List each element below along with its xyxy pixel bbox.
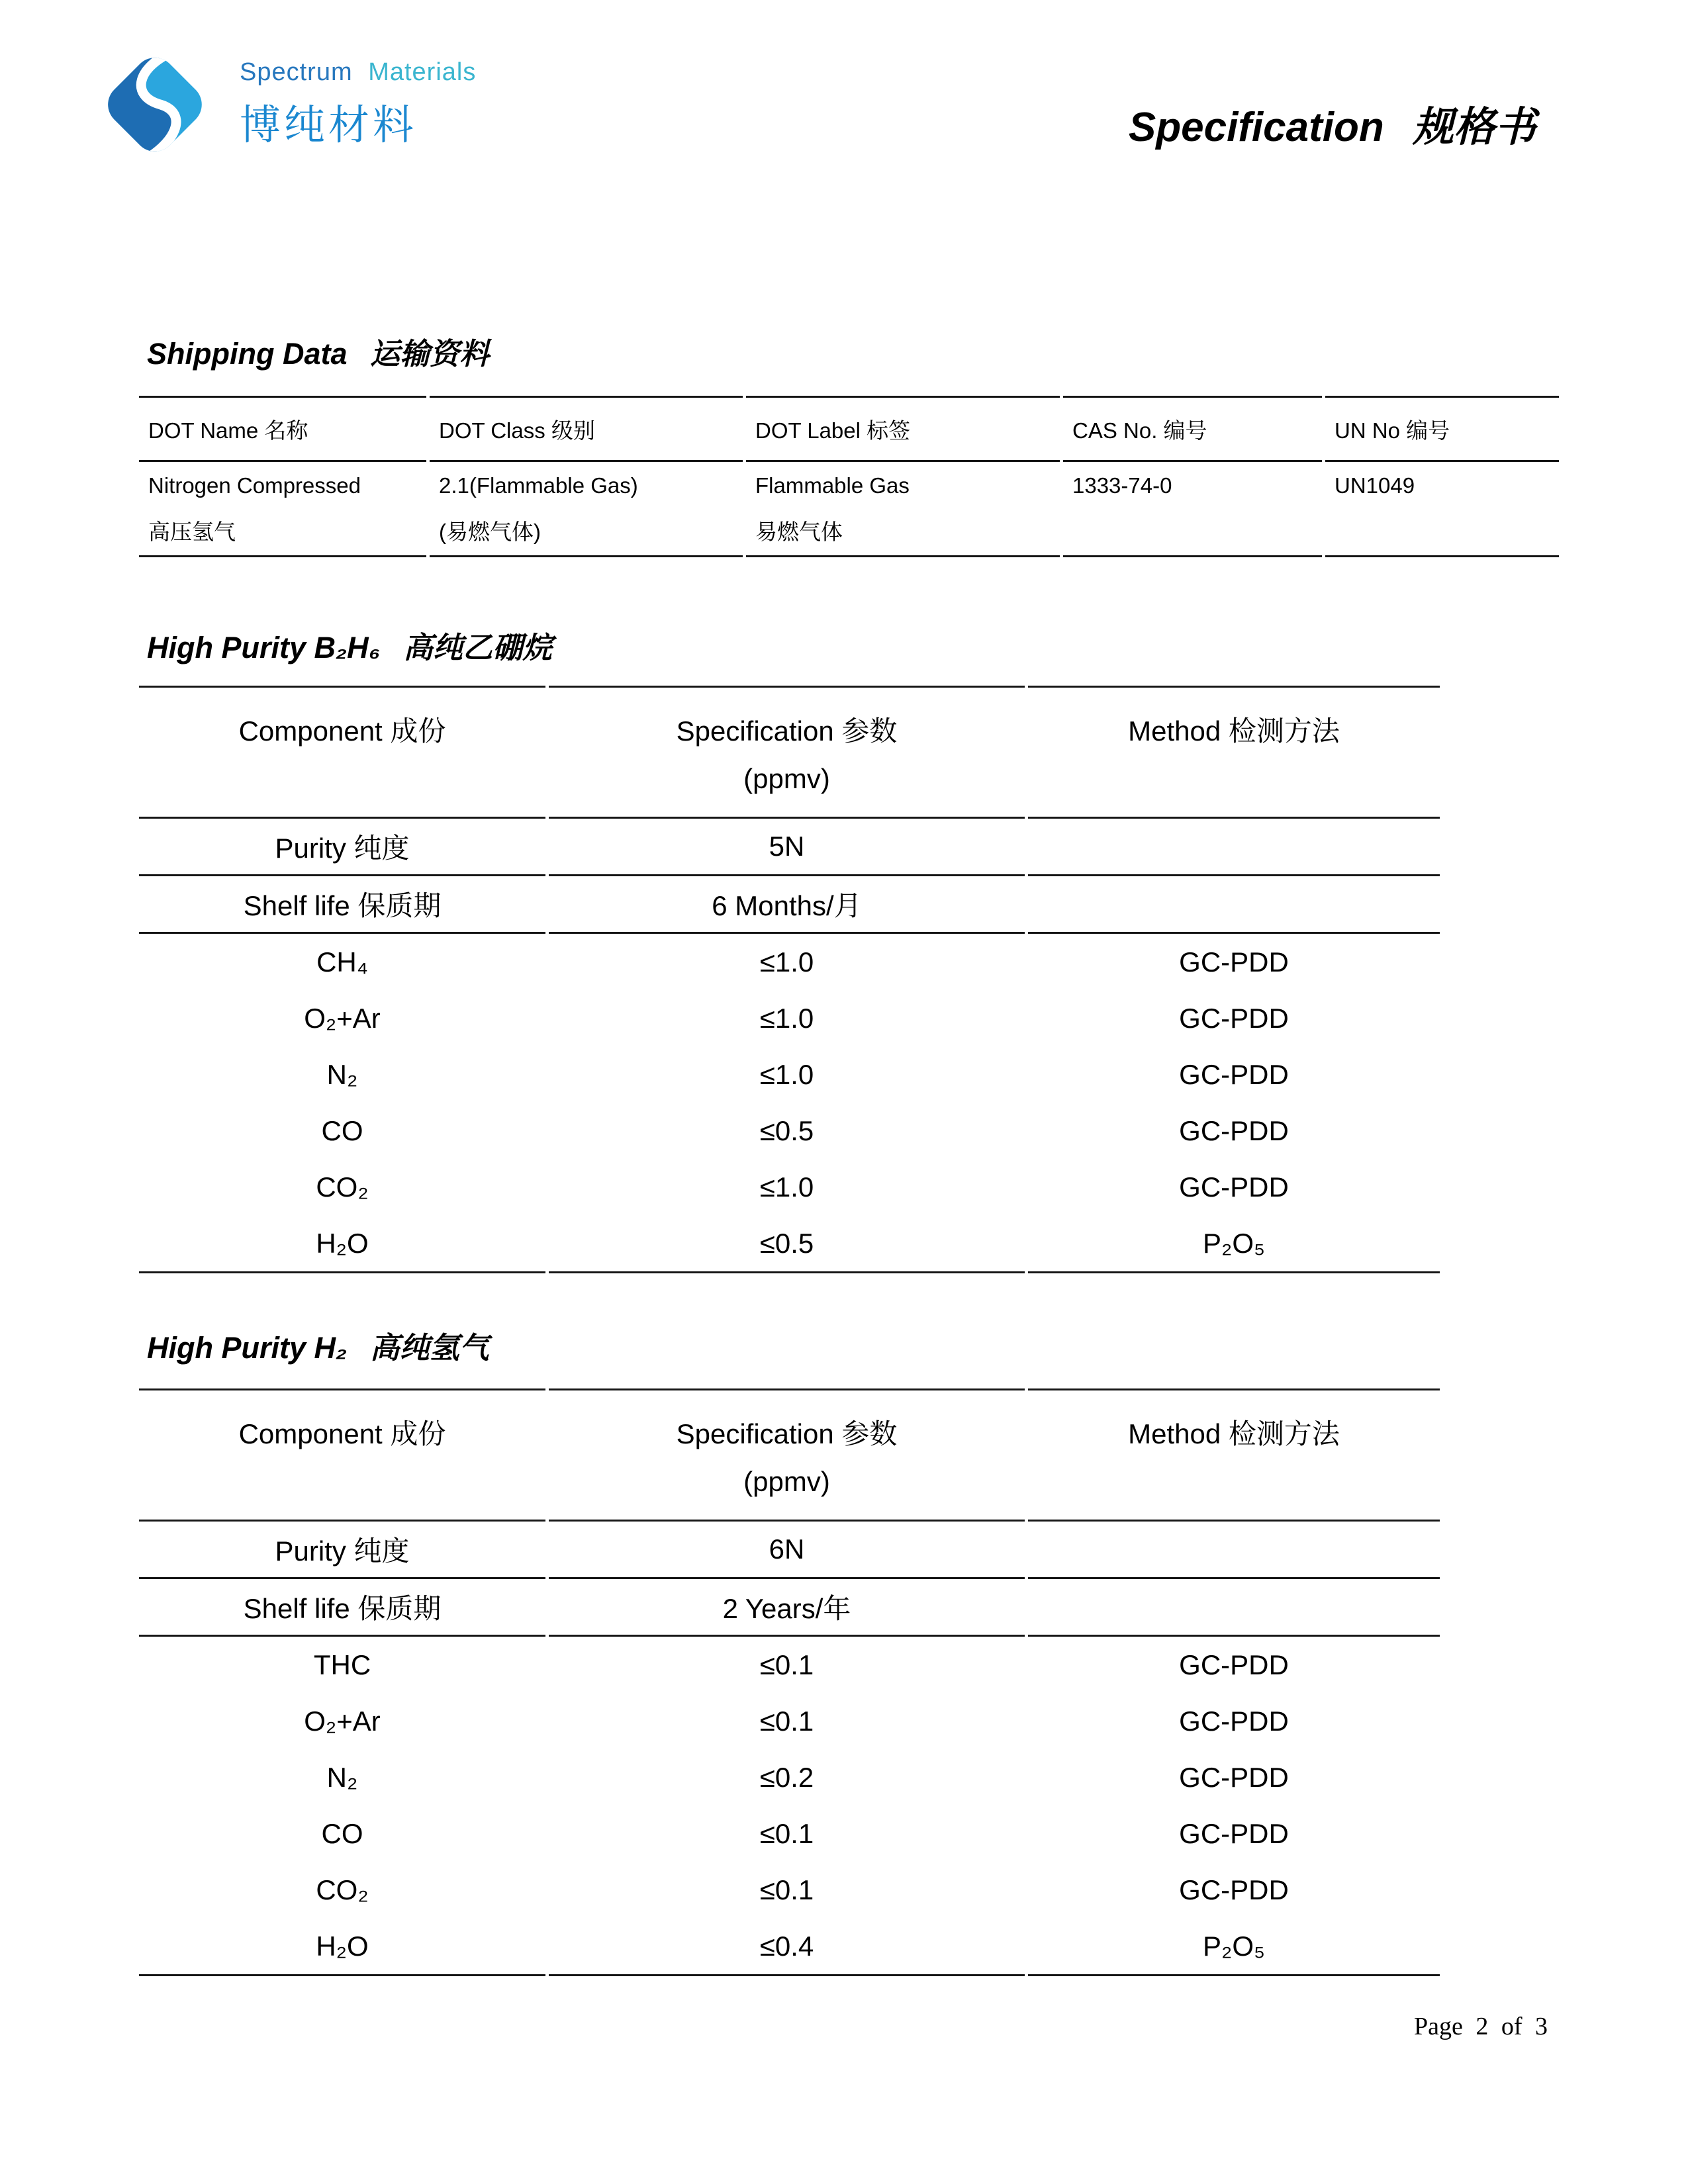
cell-dot-class: 2.1(Flammable Gas) (易燃气体) <box>430 462 743 557</box>
purity-value: 5N <box>549 819 1025 876</box>
cell-spec: ≤0.1 <box>759 1817 814 1849</box>
page-title <box>1129 94 1536 153</box>
spec-header-row <box>139 1388 1440 1522</box>
cell-spec: ≤1.0 <box>759 946 814 978</box>
cell-method: GC-PDD <box>1179 1058 1289 1090</box>
shipping-data-row <box>139 462 1559 557</box>
table-row <box>139 1693 1440 1749</box>
cell-un-no: UN1049 <box>1325 462 1559 557</box>
table-row <box>139 1103 1440 1159</box>
cell-component: O₂+Ar <box>304 1705 381 1737</box>
shipping-heading-zh: 运输资料 <box>370 337 490 371</box>
shelf-life-row <box>139 1579 1440 1637</box>
col-header-un-no: UN No 编号 <box>1325 396 1559 462</box>
shipping-header-row <box>139 396 1559 462</box>
cell-spec: ≤0.5 <box>549 1215 1025 1273</box>
purity-value: 6N <box>549 1522 1025 1579</box>
cell-component: CO₂ <box>316 1874 369 1905</box>
cell-spec: ≤1.0 <box>759 1002 814 1034</box>
purity-label: Purity 纯度 <box>139 819 545 876</box>
b2h6-heading-zh: 高纯乙硼烷 <box>403 631 553 664</box>
shipping-data-heading <box>147 330 489 373</box>
cell-component: THC <box>313 1649 371 1680</box>
shelf-life-value: 2 Years/年 <box>549 1579 1025 1637</box>
cell-method: GC-PDD <box>1179 1761 1289 1793</box>
col-header-dot-label: DOT Label 标签 <box>746 396 1060 462</box>
col-header-specification: Specification 参数 (ppmv) <box>549 686 1025 819</box>
cell-component: CO₂ <box>316 1171 369 1203</box>
table-row <box>139 1637 1440 1693</box>
col-header-component: Component 成份 <box>139 1388 545 1522</box>
brand-word-materials: Materials <box>368 58 477 86</box>
table-row <box>139 1046 1440 1103</box>
page-number: Page 2 of 3 <box>1413 2013 1548 2040</box>
table-row <box>139 1918 1440 1976</box>
cell-method: GC-PDD <box>1179 1171 1289 1203</box>
shelf-life-row <box>139 876 1440 934</box>
shelf-life-label: Shelf life 保质期 <box>139 1579 545 1637</box>
cell-spec: ≤0.2 <box>759 1761 814 1793</box>
brand-text <box>240 58 476 151</box>
cell-component: CO <box>321 1817 363 1849</box>
b2h6-heading-en: High Purity B₂H₆ <box>147 631 381 664</box>
brand-name-en <box>240 58 476 87</box>
cell-spec: ≤0.1 <box>759 1649 814 1680</box>
col-header-dot-class: DOT Class 级别 <box>430 396 743 462</box>
cell-spec: ≤0.1 <box>759 1705 814 1737</box>
cell-method: GC-PDD <box>1179 1705 1289 1737</box>
cell-dot-name: Nitrogen Compressed 高压氢气 <box>139 462 426 557</box>
cell-spec: ≤1.0 <box>759 1058 814 1090</box>
cell-component: CO <box>321 1115 363 1146</box>
purity-row <box>139 1522 1440 1579</box>
cell-spec: ≤1.0 <box>759 1171 814 1203</box>
section-heading-b2h6 <box>147 623 552 666</box>
cell-dot-label: Flammable Gas 易燃气体 <box>746 462 1060 557</box>
shelf-life-value: 6 Months/月 <box>549 876 1025 934</box>
col-header-method: Method 检测方法 <box>1028 686 1440 819</box>
cell-method: GC-PDD <box>1179 946 1289 978</box>
h2-heading-zh: 高纯氢气 <box>369 1331 489 1365</box>
col-header-method: Method 检测方法 <box>1028 1388 1440 1522</box>
shelf-life-label: Shelf life 保质期 <box>139 876 545 934</box>
shipping-table <box>136 396 1562 557</box>
brand-word-spectrum: Spectrum <box>240 58 353 86</box>
table-row <box>139 1862 1440 1918</box>
section-heading-h2 <box>147 1324 489 1367</box>
page-title-en: Specification <box>1128 105 1384 150</box>
col-header-component: Component 成份 <box>139 686 545 819</box>
table-row <box>139 1159 1440 1215</box>
col-header-specification: Specification 参数 (ppmv) <box>549 1388 1025 1522</box>
company-logo <box>85 34 476 175</box>
cell-component: H₂O <box>139 1918 545 1976</box>
cell-spec: ≤0.4 <box>549 1918 1025 1976</box>
spectrum-diamond-icon <box>85 34 225 175</box>
cell-component: O₂+Ar <box>304 1002 381 1034</box>
b2h6-spec-table <box>136 686 1443 1273</box>
cell-method: GC-PDD <box>1179 1002 1289 1034</box>
col-header-dot-name: DOT Name 名称 <box>139 396 426 462</box>
h2-spec-table <box>136 1388 1443 1976</box>
cell-component: N₂ <box>326 1761 358 1793</box>
table-row <box>139 1215 1440 1273</box>
spec-header-row <box>139 686 1440 819</box>
cell-spec: ≤0.5 <box>759 1115 814 1146</box>
cell-component: CH₄ <box>316 946 368 978</box>
cell-method: P₂O₅ <box>1028 1918 1440 1976</box>
cell-method: GC-PDD <box>1179 1115 1289 1146</box>
brand-name-zh: 博纯材料 <box>240 103 418 148</box>
table-row <box>139 1749 1440 1805</box>
table-row <box>139 934 1440 990</box>
cell-method: GC-PDD <box>1179 1874 1289 1905</box>
cell-method: GC-PDD <box>1179 1649 1289 1680</box>
table-row <box>139 990 1440 1046</box>
cell-method: P₂O₅ <box>1028 1215 1440 1273</box>
shipping-heading-en: Shipping Data <box>147 337 348 371</box>
h2-heading-en: High Purity H₂ <box>147 1331 348 1365</box>
purity-row <box>139 819 1440 876</box>
purity-label: Purity 纯度 <box>139 1522 545 1579</box>
cell-cas-no: 1333-74-0 <box>1063 462 1322 557</box>
cell-component: H₂O <box>139 1215 545 1273</box>
col-header-cas-no: CAS No. 编号 <box>1063 396 1322 462</box>
page-title-zh: 规格书 <box>1412 105 1536 150</box>
table-row <box>139 1805 1440 1862</box>
cell-component: N₂ <box>326 1058 358 1090</box>
cell-method: GC-PDD <box>1179 1817 1289 1849</box>
cell-spec: ≤0.1 <box>759 1874 814 1905</box>
